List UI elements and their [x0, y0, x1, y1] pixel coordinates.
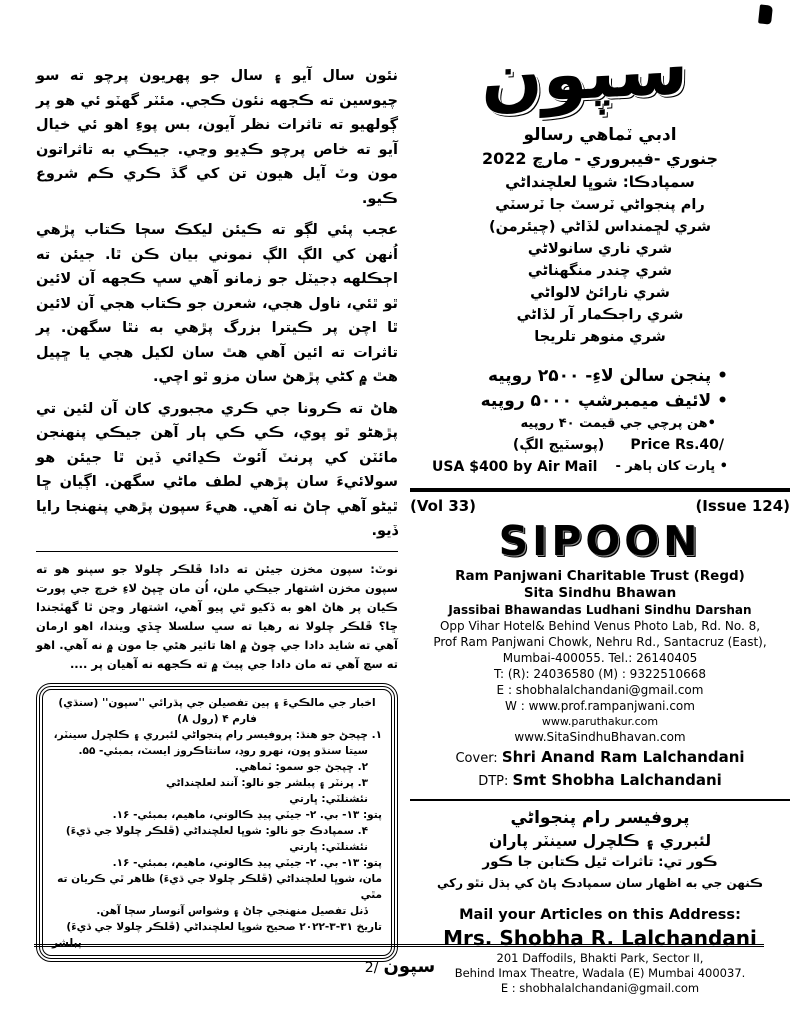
disclaimer-sindhi: ڪنهن جي به اظهار سان سمپادڪ پاڻ کي ٻڌل نٿو رکي [437, 876, 763, 891]
trustee-name: شري نارائڻ لالواڻي [530, 285, 670, 302]
editor-note-paragraph: نوٽ: سپون مخزن جيئن ته دادا ڦلڪر چلولا جو سپنو هو ته سپون مخزن اشتهار جيڪي ملن، اُن مان ڇپڻ لاءِ خرچ جي پورت ڪيان پر هاڻ اهو به ڏکيو ٿي پيو آهي، اشتهار وڃن ٿا گهٽجندا ڇا؟ ڦلڪر چلولا نه رهيا ته سڀ سلسلا ڇڏي ويندا، اهو ارمان آهي ته شايد دادا جي چوڻ ۾ اها تاثير هئي جا مون ۾ نه آهي. اهو ته سچ آهي ته مان دادا جي پيٽ ۾ ته ڪجهه نه آهيان پر .... [36, 561, 398, 671]
declaration-title: اخبار جي مالڪيءَ ۽ ٻين تفصيلن جي پڌرائي ''سپون'' (سنڌي) [58, 696, 376, 709]
declaration-date-signature-line: تاريخ ۳۱-۳-۲۰۲۲ صحيح شوڀا لعلچنداڻي (ڦلڪر چلولا جي ڌيءَ) [66, 920, 382, 933]
footer-rule [34, 944, 764, 947]
dtp-label: DTP: [478, 774, 509, 790]
ownership-declaration-box [36, 683, 398, 962]
editor-name-line: سمپادڪا: شوڀا لعلچنداڻي [505, 173, 695, 192]
scan-corner-mark [758, 4, 773, 24]
price-life-membership: • لائيف ميمبرشپ ۵۰۰۰ روپيه [480, 391, 728, 412]
trustees-heading: رام پنجواڻي ٽرسٽ جا ٽرسٽي [495, 197, 705, 214]
price-five-years: • پنجن سالن لاءِ- ۲۵۰۰ روپيه [487, 366, 728, 387]
cover-credit-line [410, 748, 790, 768]
website-line-3: www.SitaSindhuBhavan.com [514, 730, 686, 745]
trust-name: Ram Panjwani Charitable Trust (Regd) [455, 568, 745, 585]
library-credit-block [410, 807, 790, 893]
price-english-row [410, 434, 728, 456]
declaration-form-number: فارم ۴ (رول ۸) [177, 712, 257, 725]
cover-note-sindhi: ڪور تي: تاثرات ٿيل ڪتابن جا ڪور [482, 854, 718, 871]
trust-email: E : shobhalalchandani@gmail.com [496, 683, 704, 698]
editorial-paragraph-3: هاڻ ته ڪرونا جي ڪري مجبوري کان آن لئين تي پڙهڻو ٿو پوي، ڪي ڪي ٻار آهن جيڪي پنهنجن مائٽن کي پرنٽ آئوٽ ڪڍائي ڏين ٿا جيئن هو سولائيءَ سان پڙهي لطف ماڻي سگهن. اڳيان ڇا ٿيڻو آهي ڄاڻ نه آهي. هيءَ سپون پڙهي پنهنجا رايا ڏيو. [36, 400, 398, 539]
declaration-line: ۴. سمپادڪ جو نالو: شوڀا لعلچنداڻي (ڦلڪر چلولا جي ڌيءَ) [65, 824, 368, 837]
mail-email: E : shobhalalchandani@gmail.com [500, 981, 700, 996]
foreign-price-row [410, 456, 728, 478]
subscription-price-block [410, 364, 790, 478]
declaration-line: پتو: ۱۳- بي. ۲- جيٽي پيڊ ڪالوني، ماهيم، بمبئي- ۱۶. [112, 808, 382, 821]
mail-address-line-2: Behind Imax Theatre, Wadala (E) Mumbai 400037. [454, 966, 746, 981]
footer-magazine-title: سپون [383, 956, 436, 977]
issue-months: جنوري -فيبروري - مارچ 2022 [481, 149, 719, 169]
declaration-line: ۲. ڇپجڻ جو سمو: ٽماهي. [234, 760, 368, 773]
masthead-divider-rule [410, 488, 790, 492]
declaration-line: نئشنلٽي: ڀارتي [289, 792, 368, 805]
dtp-credit-line [410, 771, 790, 791]
website-line-1: W : www.prof.rampanjwani.com [505, 699, 695, 714]
declaration-line: ڏنل تفصيل منهنجي ڄاڻ ۽ وشواس آنوسار سڄا آهن. [96, 904, 368, 917]
foreign-price-english: USA $400 by Air Mail [432, 459, 598, 476]
telephone-line: T: (R): 24036580 (M) : 9322510668 [493, 667, 707, 682]
masthead-column [410, 25, 790, 996]
masthead-calligraphy-title: سپون [481, 25, 689, 121]
declaration-box-content [42, 689, 392, 956]
declaration-line: سيتا سنڌو ڀون، نهرو روڊ، سانتاڪروز ايسٽ، بمبئي- ۵۵. [78, 744, 368, 757]
issue-number: (Issue 124) [695, 497, 790, 516]
volume-issue-row [410, 496, 790, 516]
building-name: Sita Sindhu Bhawan [523, 585, 677, 602]
cover-artist-name: Shri Anand Ram Lalchandani [501, 748, 745, 767]
library-line-1: پروفيسر رام پنجواڻي [510, 808, 690, 829]
declaration-line: ۳. پرنٽر ۽ پبلشر جو نالو: آنند لعلچنداڻي [165, 776, 368, 789]
page-footer [0, 956, 800, 977]
page-number: 2/ [364, 960, 379, 976]
editorial-paragraph-2: عجب پئي لڳو ته ڪيئن ليکڪ سڄا ڪتاب پڙهي اُنهن کي الڳ الڳ نموني بيان ڪن ٿا. جيئن ته اڄڪلهه ڊجيٽل جو زمانو آهي سڀ ڪجهه آن لائين ٿو ٿئي، ناول هجي، شعرن جو ڪتاب هجي آن لائين ٿا اچن پر ڪيترا بزرگ پڙهي به نٿا سگهن. پر تاثرات ته ائين آهي هٿ سان لکيل هجي يا ڇپيل هٿ ۾ کڻي پڙهڻ سان مزو ٿو اچي. [36, 222, 398, 385]
declaration-box-middle-border [39, 686, 395, 959]
publisher-label: پبلشر [52, 936, 82, 949]
cover-label: Cover: [455, 751, 498, 767]
magazine-subtitle: ادبي ٽماهي رسالو [523, 125, 677, 146]
editorial-column [36, 64, 398, 962]
declaration-line: پتو: ۱۳- بي. ۲- جيٽي پيڊ ڪالوني، ماهيم، بمبئي- ۱۶. [112, 856, 382, 869]
trust-address-line-3: Mumbai-400055. Tel.: 26140405 [502, 651, 698, 666]
declaration-line: نئشنلٽي: ڀارتي [289, 840, 368, 853]
mail-contact-name: Mrs. Shobha R. Lalchandani [443, 926, 757, 951]
dtp-person-name: Smt Shobha Lalchandani [512, 771, 722, 790]
trustee-name: شري ناري سانولاڻي [527, 241, 673, 258]
trust-address-line-1: Opp Vihar Hotel& Behind Venus Photo Lab, Rd. No. 8, [439, 619, 761, 634]
hall-name: Jassibai Bhawandas Ludhani Sindhu Darshan [448, 603, 752, 618]
trustee-name: شري منوهر تلريجا [534, 329, 666, 346]
website-line-2: www.paruthakur.com [541, 715, 659, 729]
trust-address-block [410, 568, 790, 791]
postage-note: (پوسٽيج الڳ) [512, 437, 605, 454]
trustee-name: شري چندر منگهناڻي [527, 263, 673, 280]
declaration-line: ۱. ڇپجڻ جو هنڌ: پروفيسر رام پنجواڻي لئبرري ۽ ڪلچرل سينٽر، [53, 728, 382, 741]
trustee-name: شري راجڪمار آر لڏاڻي [516, 307, 684, 324]
foreign-label-sindhi: • ڀارت کان ٻاهر - [615, 459, 728, 475]
note-divider-rule [36, 551, 398, 552]
trust-address-line-2: Prof Ram Panjwani Chowk, Nehru Rd., Santacruz (East), [433, 635, 767, 650]
volume-number: (Vol 33) [410, 497, 477, 516]
declaration-line: مان، شوڀا لعلچنداڻي (ڦلڪر چلولا جي ڌيءَ) ظاهر ٿي ڪريان ته مٿي [57, 872, 382, 901]
library-line-2: لئبرري ۽ ڪلچرل سينٽر پاران [488, 832, 712, 851]
mail-articles-heading: Mail your Articles on this Address: [459, 907, 741, 924]
trustee-name: شري لڇمنداس لڏاڻي (چيئرمن) [488, 219, 712, 236]
library-divider-rule [410, 799, 790, 801]
mail-address-line-1: 201 Daffodils, Bhakti Park, Sector II, [496, 951, 704, 966]
price-english: Price Rs.40/ [630, 437, 724, 454]
sipoon-logo-text: SIPOON [498, 517, 702, 566]
price-single-issue: •هن پرچي جي قيمت ۴۰ روپيه [520, 416, 716, 432]
editorial-paragraph-1: نئون سال آيو ۽ سال جو پهريون پرچو ته سو چيوسين ته ڪجهه نئون ڪجي. مئٽر گهٽو ئي هو پر ڳولهيو ته تاثرات نظر آيون، بس پوءِ اهو ئي خيال آيو ته خاص پرچو ڪڍيو وڃي. جيڪي به تاثراتون مون وٽ آيل هيون تن کي گڏ ڪري ڪم شروع ڪيو. [36, 68, 398, 207]
